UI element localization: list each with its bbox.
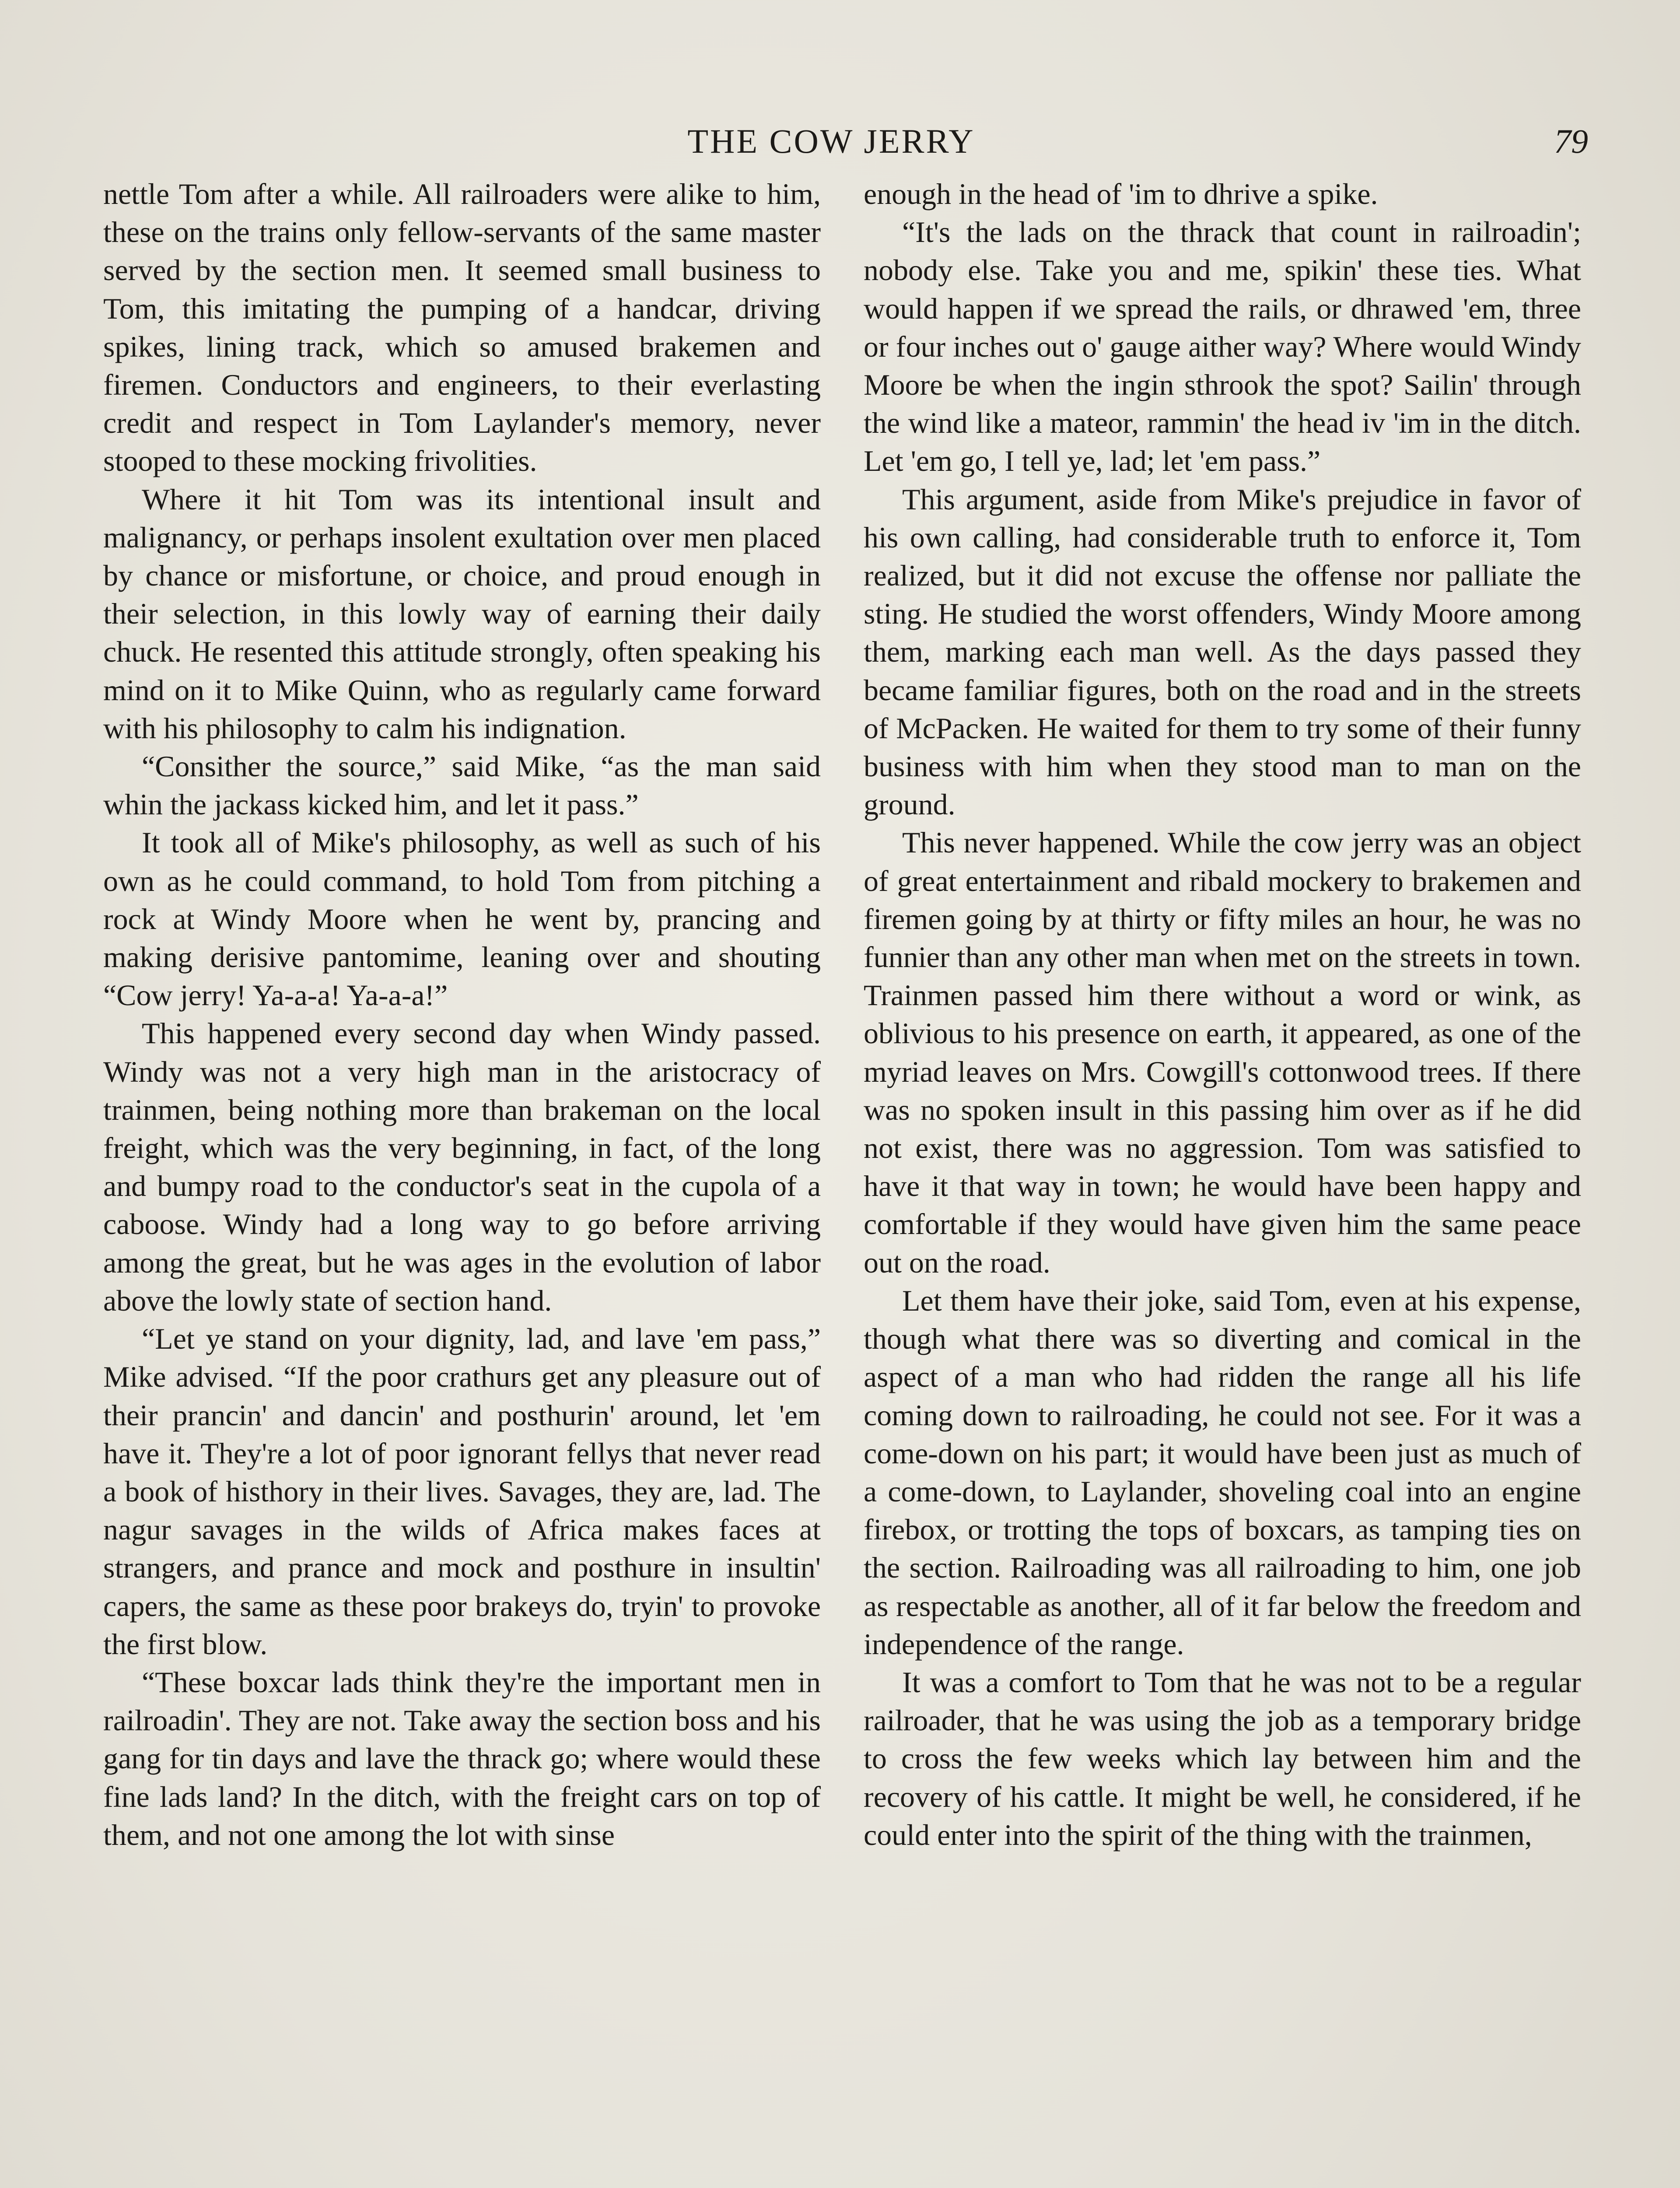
left-column bbox=[103, 175, 821, 1854]
paragraph: Let them have their joke, said Tom, even at his expense, though what there was so diverting and comical in the aspect of a man who had ridden the range all his life coming down to railroading, he could not see. For it was a come-down on his part; it would have been just as much of a come-down, to Laylander, shoveling coal into an engine firebox, or trotting the tops of boxcars, as tamping ties on the section. Railroading was all railroading to him, one job as respectable as another, all of it far below the freedom and independence of the range. bbox=[864, 1283, 1581, 1661]
paragraph: enough in the head of 'im to dhrive a spike. bbox=[864, 177, 1378, 210]
paragraph: It took all of Mike's philosophy, as well as such of his own as he could command, to hold Tom from pitching a rock at Windy Moore when he went by, prancing and making derisive pantomime, leaning over and shouting “Cow jerry! Ya-a-a! Ya-a-a!” bbox=[103, 826, 821, 1012]
paragraph: It was a comfort to Tom that he was not to be a regular railroader, that he was using the job as a temporary bridge to cross the few weeks which lay between him and the recovery of his cattle. It might be well, he considered, if he could enter into the spirit of the thing with the trainmen, bbox=[864, 1665, 1581, 1851]
paragraph: This argument, aside from Mike's prejudice in favor of his own calling, had considerable truth to enforce it, Tom realized, but it did not excuse the offense nor palliate the sting. He studied the worst offenders, Windy Moore among them, marking each man well. As the days passed they became familiar figures, both on the road and in the streets of McPacken. He waited for them to try some of their funny business with him when they stood man to man on the ground. bbox=[864, 482, 1581, 821]
paragraph: “Consither the source,” said Mike, “as the man said whin the jackass kicked him, and let it pass.” bbox=[103, 750, 821, 821]
paragraph: This never happened. While the cow jerry was an object of great entertainment and ribald mockery to brakemen and firemen going by at thirty or fifty miles an hour, he was no funnier than any other man when met on the streets in town. Trainmen passed him there without a word or wink, as oblivious to his presence on earth, it appeared, as one of the myriad leaves on Mrs. Cowgill's cottonwood trees. If there was no spoken insult in this passing him over as if he did not exist, there was no aggression. Tom was satisfied to have it that way in town; he would have been happy and comfortable if they would have given him the same peace out on the road. bbox=[864, 826, 1581, 1279]
paragraph: nettle Tom after a while. All railroaders were alike to him, these on the trains only fellow-servants of the same master served by the section men. It seemed small business to Tom, this imitating the pumping of a handcar, driving spikes, lining track, which so amused brakemen and firemen. Conductors and engineers, to their everlasting credit and respect in Tom Laylander's memory, never stooped to these mocking frivolities. bbox=[103, 177, 821, 478]
paragraph: This happened every second day when Windy passed. Windy was not a very high man in the aristocracy of trainmen, being nothing more than brakeman on the local freight, which was the very beginning, in fact, of the long and bumpy road to the conductor's seat in the cupola of a caboose. Windy had a long way to go before arriving among the great, but he was ages in the evolution of labor above the lowly state of section hand. bbox=[103, 1017, 821, 1317]
paragraph: Where it hit Tom was its intentional insult and malignancy, or perhaps insolent exultation over men placed by chance or misfortune, or choice, and proud enough in their selection, in this lowly way of earning their daily chuck. He resented this attitude strongly, often speaking his mind on it to Mike Quinn, who as regularly came forward with his philosophy to calm his indignation. bbox=[103, 482, 821, 745]
paragraph: “These boxcar lads think they're the important men in railroadin'. They are not. Take away the section boss and his gang for tin days and lave the thrack go; where would these fine lads land? In the ditch, with the freight cars on top of them, and not one among the lot with sinse bbox=[103, 1665, 821, 1851]
right-column bbox=[864, 175, 1581, 1854]
paragraph: “It's the lads on the thrack that count in railroadin'; nobody else. Take you and me, spikin' these ties. What would happen if we spread the rails, or dhrawed 'em, three or four inches out o' gauge aither way? Where would Windy Moore be when the ingin sthrook the spot? Sailin' through the wind like a mateor, rammin' the head iv 'im in the ditch. Let 'em go, I tell ye, lad; let 'em pass.” bbox=[864, 215, 1581, 478]
page-number: 79 bbox=[1554, 122, 1588, 160]
page-header bbox=[0, 117, 1680, 170]
paragraph: “Let ye stand on your dignity, lad, and lave 'em pass,” Mike advised. “If the poor crathurs get any pleasure out of their prancin' and dancin' and posthurin' around, let 'em have it. They're a lot of poor ignorant fellys that never read a book of histhory in their lives. Savages, they are, lad. The nagur savages in the wilds of Africa makes faces at strangers, and prance and mock and posthure in insultin' capers, the same as these poor brakeys do, tryin' to provoke the first blow. bbox=[103, 1322, 821, 1661]
running-head: THE COW JERRY bbox=[687, 122, 975, 160]
